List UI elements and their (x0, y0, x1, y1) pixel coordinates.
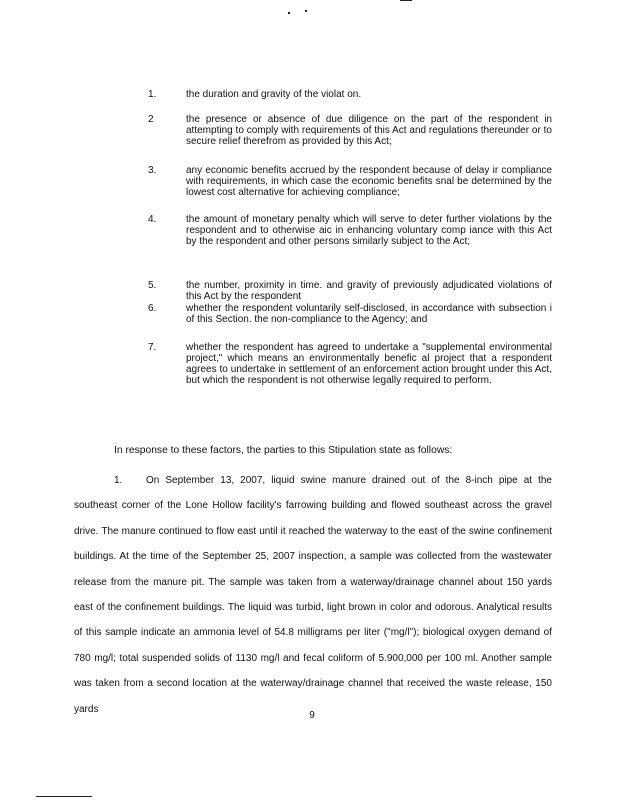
list-item-text: whether the respondent voluntarily self-disclosed, in accordance with subsection i of this Section. the non-compliance to the Agency; and (186, 303, 552, 325)
paragraph-number: 1. (114, 475, 123, 486)
scan-artifact (288, 12, 290, 14)
scan-artifact (305, 10, 307, 12)
list-item-text: the amount of monetary penalty which will serve to deter further violations by the respondent and to otherwise aic in enhancing voluntary comp iance with this Act by the respondent and other persons similarly subject to the Act; (186, 214, 552, 247)
list-item-number: 3. (148, 165, 157, 176)
body-paragraph (74, 468, 552, 722)
list-item-number: 7. (148, 342, 157, 353)
list-item-number: 4. (148, 214, 157, 225)
list-item-text: any economic benefits accrued by the respondent because of delay ir compliance with requirements, in which case the economic benefits snal be determined by the lowest cost alternative for achieving compliance; (186, 165, 552, 198)
list-item-number: 2 (148, 114, 154, 125)
list-item-number: 6. (148, 303, 157, 314)
list-item-number: 5. (148, 280, 157, 291)
page-number: 9 (309, 710, 315, 721)
list-item-text: the duration and gravity of the violat on. (186, 89, 362, 100)
list-item-text: the presence or absence of due diligence on the part of the respondent in attempting to comply with requirements of this Act and regulations thereunder or to secure relief therefrom as provided by this Act; (186, 114, 552, 147)
paragraph-text: On September 13, 2007, liquid swine manure drained out of the 8-inch pipe at the southeast corner of the Lone Hollow facility's farrowing building and flowed southeast across the gravel drive. The manure continued to flow east until it reached the waterway to the east of the swine confinement buildings. At the time of the September 25, 2007 inspection, a sample was collected from the wastewater release from the manure pit. The sample was taken from a waterway/drainage channel about 150 yards east of the confinement buildings. The liquid was turbid, light brown in color and odorous. Analytical results of this sample indicate an ammonia level of 54.8 milligrams per liter ("mg/l"); biological oxygen demand of 780 mg/l; total suspended solids of 1130 mg/l and fecal coliform of 5.900,000 per 100 ml. Another sample was taken from a second location at the waterway/drainage channel that received the waste release, 150 yards (74, 475, 552, 715)
scan-artifact (400, 0, 412, 1)
list-item-text: whether the respondent has agreed to undertake a "supplemental environmental project," which means an environmentally benefic al project that a respondent agrees to undertake in settlement of an enforcement action brought under this Act, but which the respondent is not otherwise legally required to perform. (186, 342, 552, 386)
intro-sentence: In response to these factors, the parties to this Stipulation state as follows: (114, 445, 453, 456)
list-item-text: the number, proximity in time. and gravity of previously adjudicated violations of this Act by the respondent (186, 280, 552, 302)
scan-artifact (36, 796, 92, 797)
list-item-number: 1. (148, 89, 157, 100)
